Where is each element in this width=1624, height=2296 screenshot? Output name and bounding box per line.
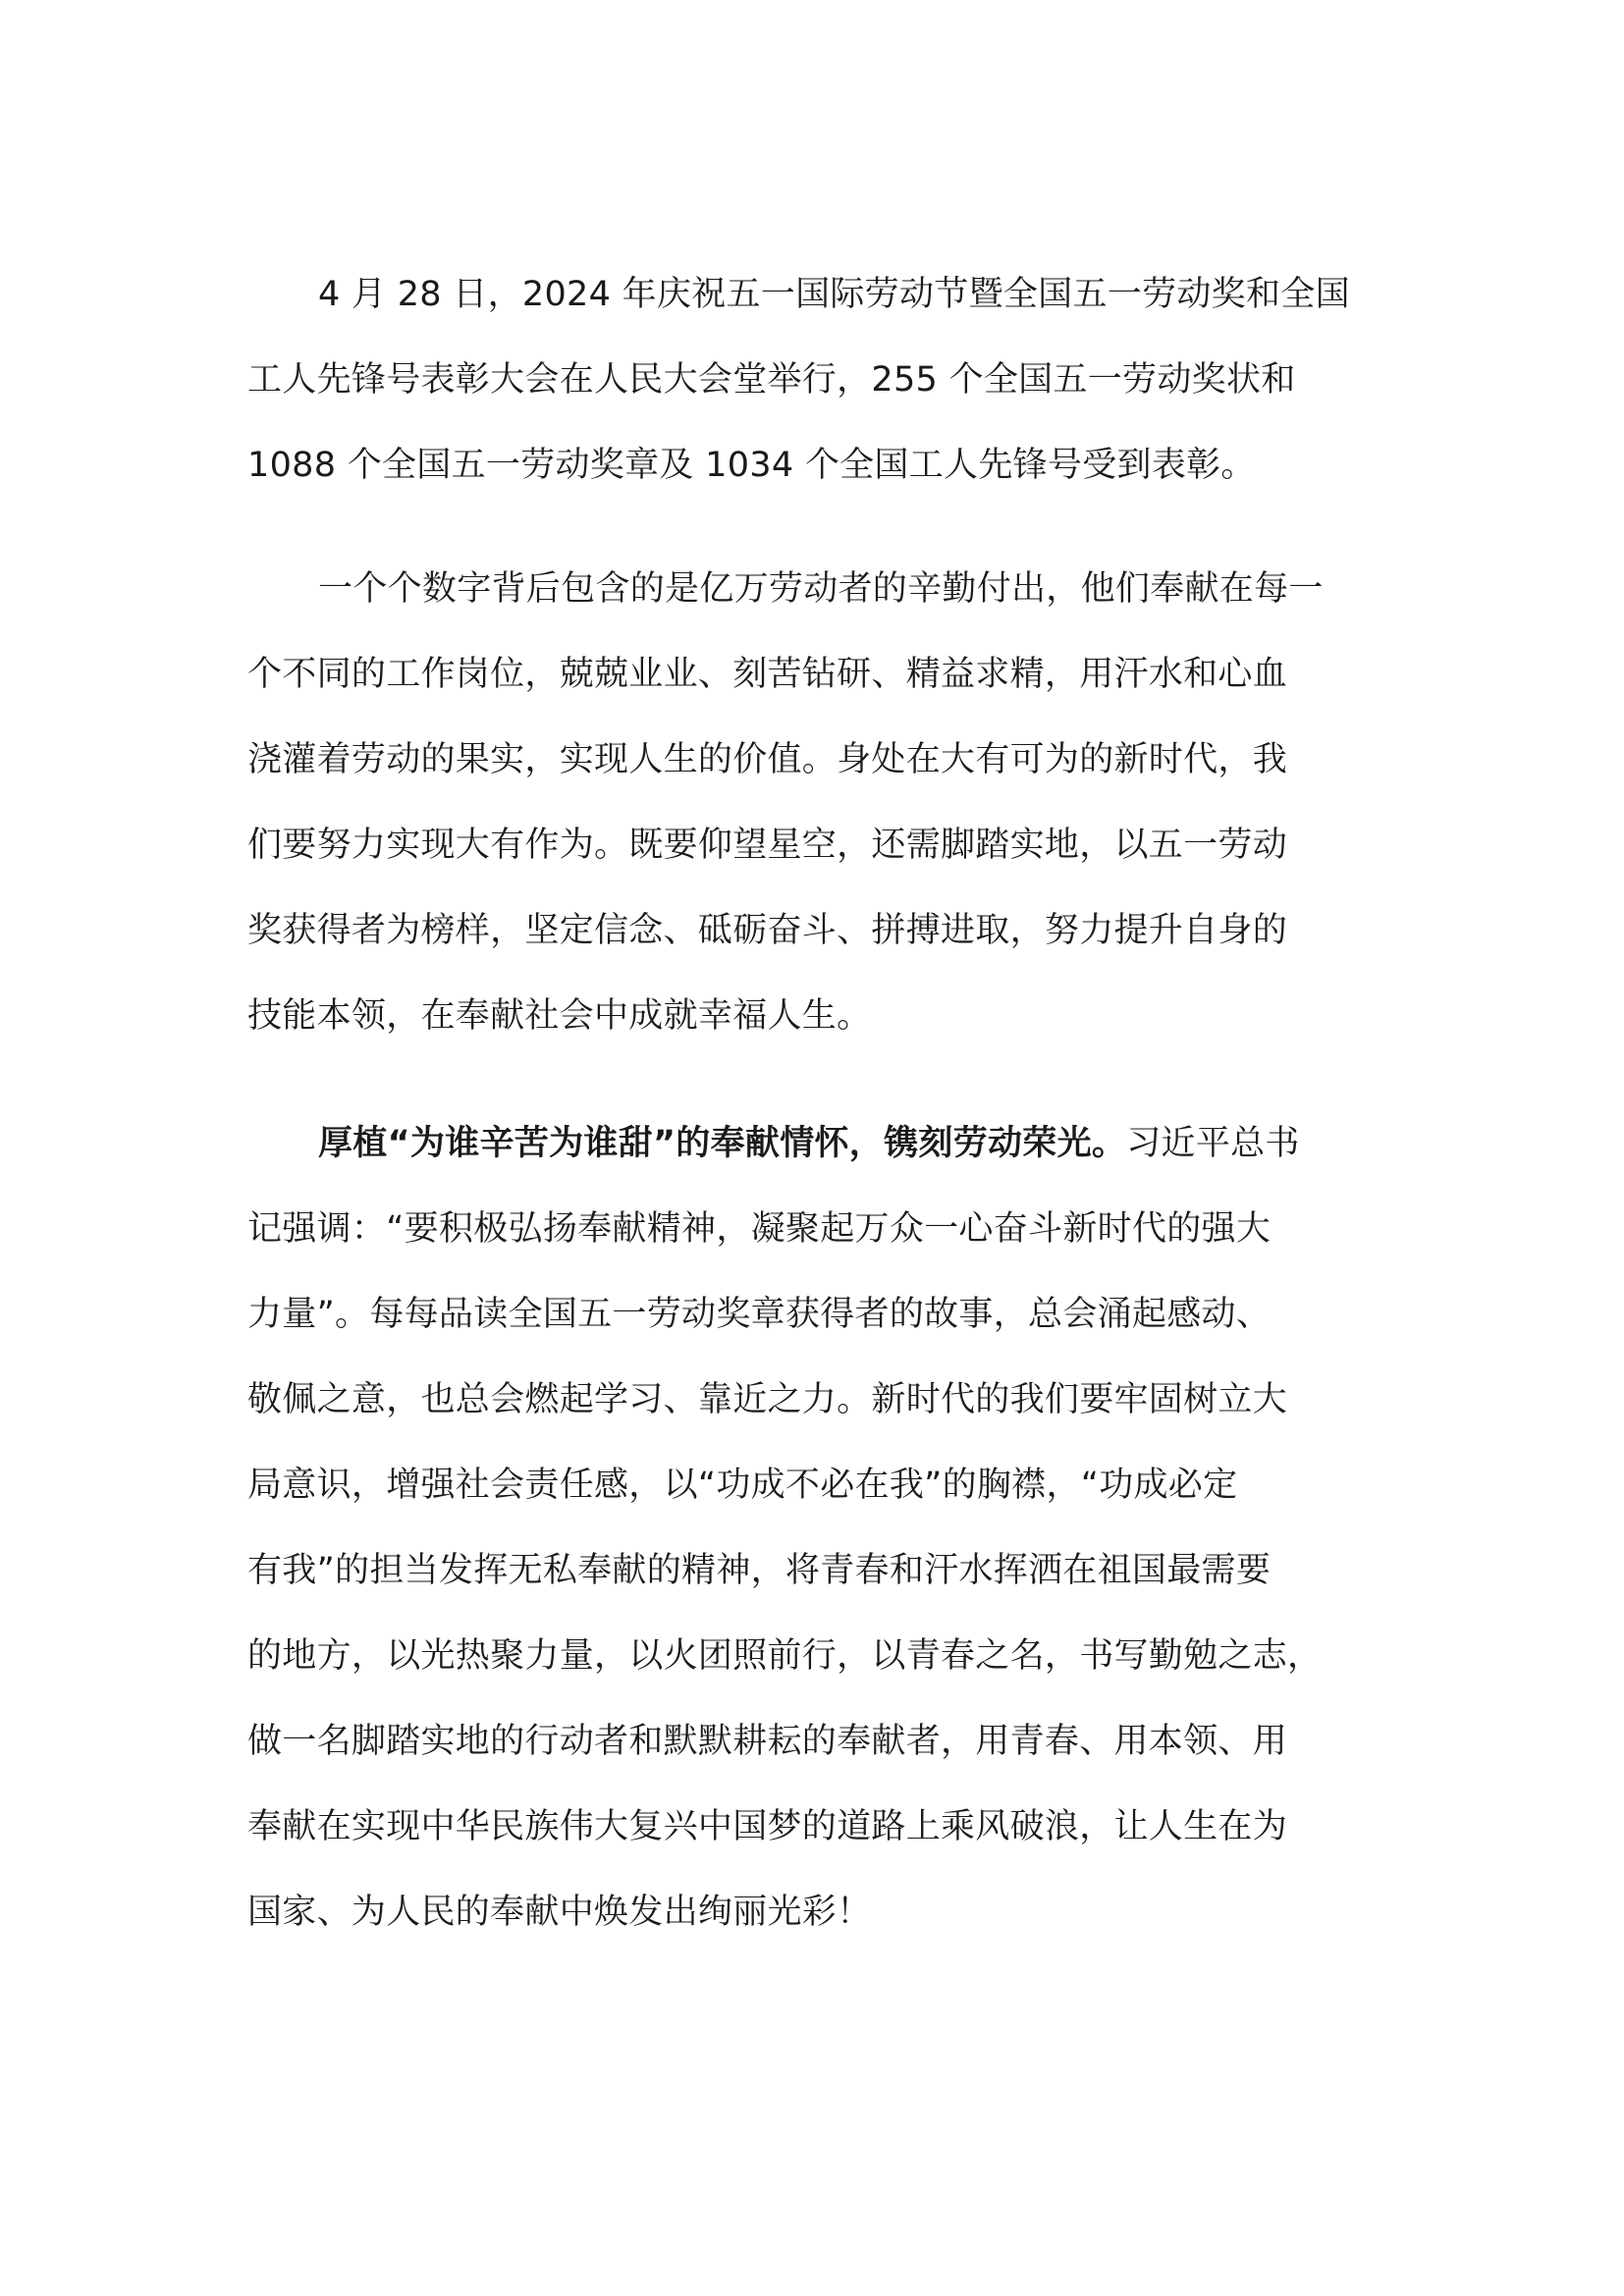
text-line: 技能本领，在奉献社会中成就幸福人生。 [247,996,872,1036]
paragraph-laborers [247,547,1386,1059]
paragraph-dedication [247,1101,1386,1955]
text-run: 习近平总书 [1126,1124,1300,1163]
text-line: 奖获得者为榜样，坚定信念、砥砺奋斗、拼搏进取，努力提升自身的 [247,911,1288,950]
text-line [247,1101,1386,1187]
text-line: 国家、为人民的奉献中焕发出绚丽光彩！ [247,1893,872,1932]
text-line: 个不同的工作岗位，兢兢业业、刻苦钻研、精益求精，用汗水和心血 [247,655,1288,694]
text-line: 浇灌着劳动的果实，实现人生的价值。身处在大有可为的新时代，我 [247,740,1288,779]
text-line: 们要努力实现大有作为。既要仰望星空，还需脚踏实地，以五一劳动 [247,826,1288,865]
text-line: 4 月 28 日，2024 年庆祝五一国际劳动节暨全国五一劳动奖和全国 [318,275,1350,314]
text-line: 工人先锋号表彰大会在人民大会堂举行，255 个全国五一劳动奖状和 [247,360,1296,400]
text-line: 有我”的担当发挥无私奉献的精神，将青春和汗水挥洒在祖国最需要 [247,1551,1272,1590]
paragraph-award-ceremony [247,252,1386,508]
text-line: 力量”。每每品读全国五一劳动奖章获得者的故事，总会涌起感动、 [247,1295,1272,1334]
text-line: 一个个数字背后包含的是亿万劳动者的辛勤付出，他们奉献在每一 [318,569,1324,609]
text-line: 的地方，以光热聚力量，以火团照前行，以青春之名，书写勤勉之志， [247,1636,1323,1676]
text-line: 奉献在实现中华民族伟大复兴中国梦的道路上乘风破浪，让人生在为 [247,1807,1288,1846]
paragraph-heading: 厚植“为谁辛苦为谁甜”的奉献情怀，镌刻劳动荣光。 [318,1124,1127,1163]
text-line: 局意识，增强社会责任感，以“功成不必在我”的胸襟，“功成必定 [247,1466,1238,1505]
text-line: 做一名脚踏实地的行动者和默默耕耘的奉献者，用青春、用本领、用 [247,1722,1288,1761]
text-line: 敬佩之意，也总会燃起学习、靠近之力。新时代的我们要牢固树立大 [247,1380,1288,1419]
text-line: 记强调：“要积极弘扬奉献精神，凝聚起万众一心奋斗新时代的强大 [247,1209,1272,1249]
text-line: 1088 个全国五一劳动奖章及 1034 个全国工人先锋号受到表彰。 [247,446,1256,485]
